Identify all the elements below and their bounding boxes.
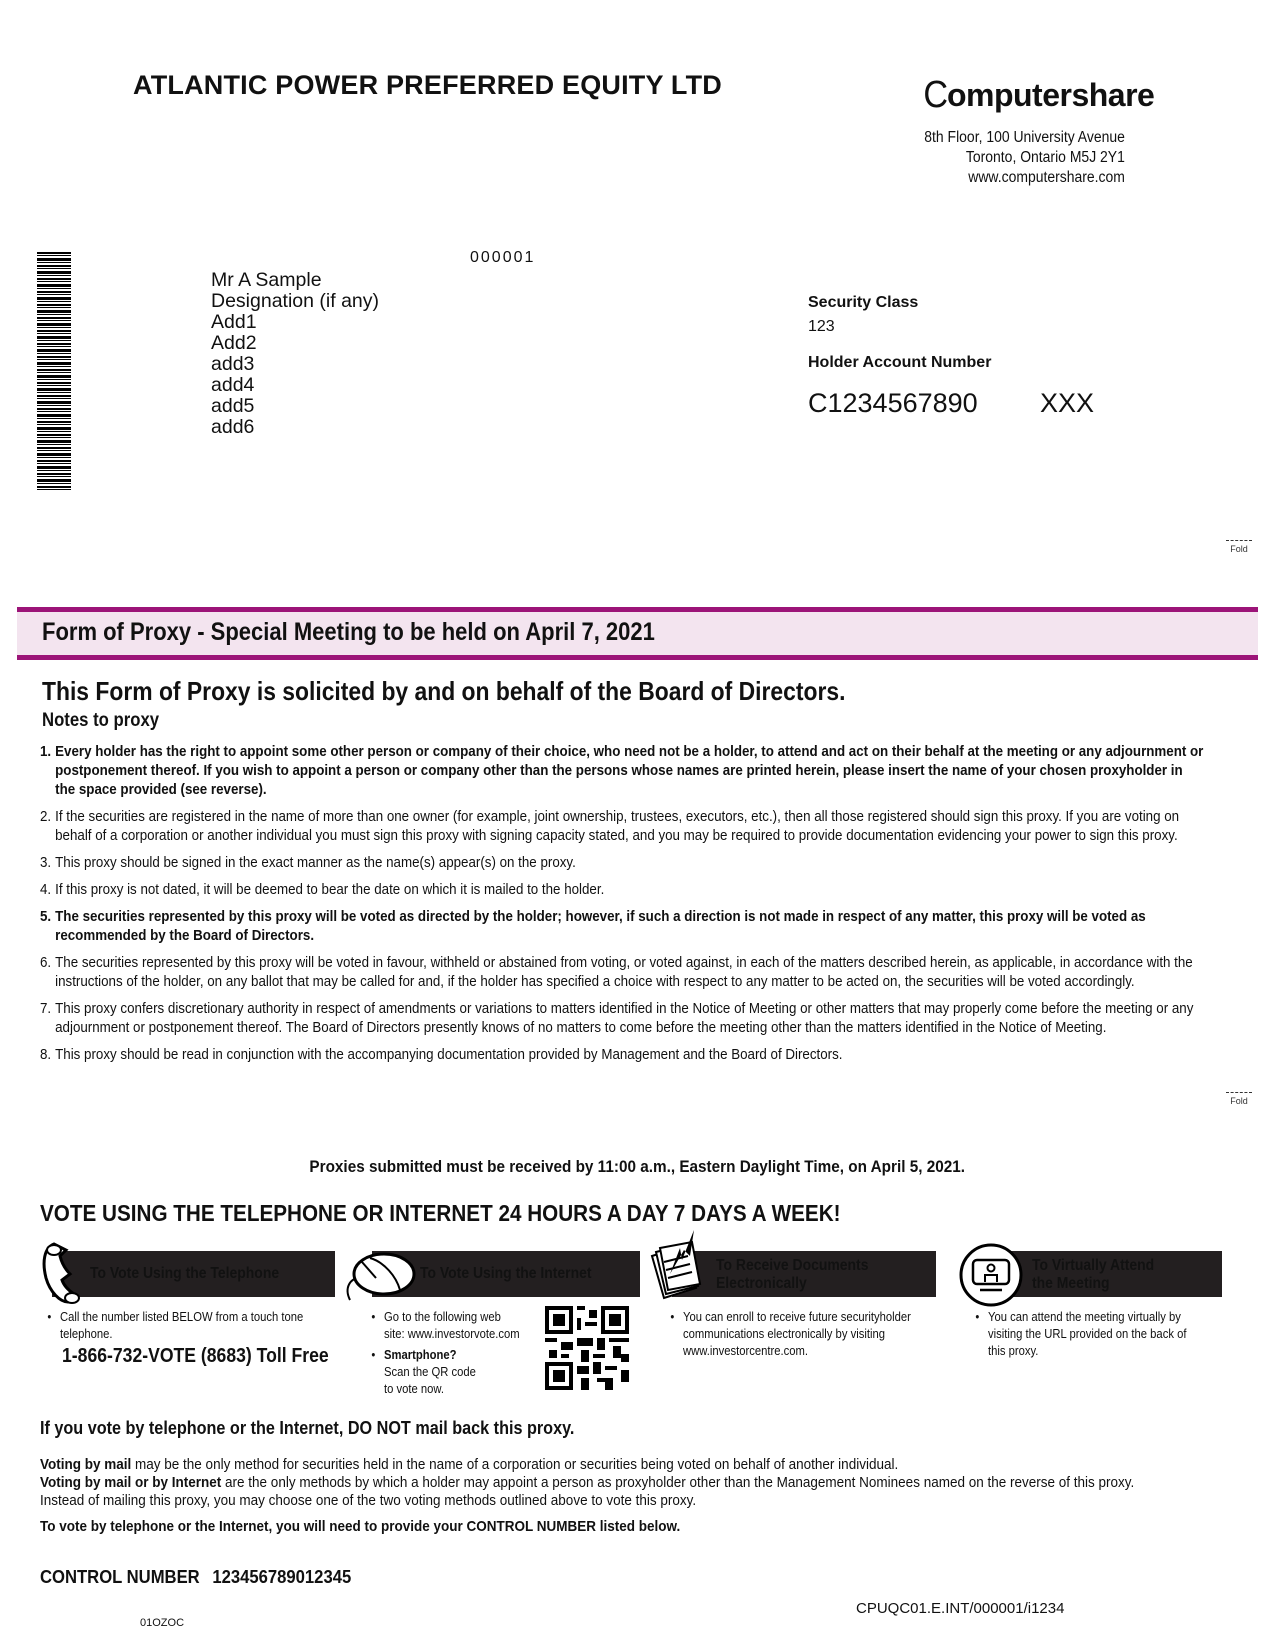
note-item [40, 742, 1206, 799]
control-number-notice: To vote by telephone or the Internet, you will need to provide your CONTROL NUMBER listed below. [40, 1518, 681, 1535]
note-item [40, 853, 1206, 872]
postal-barcode [37, 252, 71, 490]
address-line: add3 [211, 353, 255, 375]
virtual-meeting-icon [958, 1242, 1024, 1308]
note-item [40, 999, 1206, 1037]
telephone-instructions [47, 1309, 312, 1343]
fold-label: Fold [1230, 544, 1248, 554]
note-text: The securities represented by this proxy will be voted in favour, withheld or abstained from voting, or voted against, in each of the matters described herein, as applicable, in accordance with the instructions of the holder, on any ballot that may be called for and, if the holder has specified a choice with respect to any matter to be acted on, the securities will be voted accordingly. [55, 954, 1193, 990]
computershare-logo [922, 74, 1154, 117]
qr-instruction: to vote now. [384, 1382, 445, 1396]
holder-account-suffix: XXX [1040, 388, 1095, 418]
internet-bullet-2 [371, 1347, 537, 1398]
address-line: Add1 [211, 311, 257, 333]
band-rule-bottom [17, 655, 1258, 660]
virtual-instructions [975, 1309, 1204, 1360]
note-item [40, 880, 1206, 899]
qr-instruction: Scan the QR code [384, 1365, 476, 1379]
note-item [40, 807, 1206, 845]
control-number [40, 1566, 351, 1588]
note-text: This proxy confers discretionary authority in respect of amendments or variations to matters identified in the Notice of Meeting or other matters that may properly come before the meeting or any adjournment or postponement thereof. The Board of Directors presently knows of no matters to come before the meeting other than the matters identified in the Notice of Meeting. [55, 1000, 1194, 1036]
mailing-address [211, 270, 379, 438]
note-text: If this proxy is not dated, it will be deemed to bear the date on which it is mailed to the holder. [55, 881, 605, 898]
telephone-box-title: To Vote Using the Telephone [90, 1265, 280, 1282]
note-number: 2. [40, 808, 52, 825]
fold-mark [1226, 540, 1252, 554]
holder-account-number: C1234567890 [808, 388, 978, 418]
bullet: • [670, 1310, 675, 1324]
security-class-value: 123 [808, 318, 835, 335]
solicitation-heading: This Form of Proxy is solicited by and on behalf of the Board of Directors. [42, 676, 846, 706]
voting-heading: VOTE USING THE TELEPHONE OR INTERNET 24 HOURS A DAY 7 DAYS A WEEK! [40, 1200, 841, 1226]
footer-left-code: 01OZOC [140, 1617, 185, 1629]
qr-code[interactable] [545, 1306, 629, 1390]
note-item [40, 1045, 1206, 1064]
documents-bullet-text: You can enroll to receive future securityholder communications electronically by visiting www.investorcentre.com. [683, 1310, 911, 1358]
footer-document-code: CPUQC01.E.INT/000001/i1234 [856, 1600, 1065, 1617]
holder-account-label: Holder Account Number [808, 354, 992, 371]
note-text: If the securities are registered in the name of more than one owner (for example, joint ownership, trustees, executors, etc.), then all those registered should sign this proxy. If you are voting on behalf of a corporation or another individual you must sign this proxy with signing capacity stated, and you may be required to provide documentation evidencing your power to sign this proxy. [55, 808, 1180, 844]
fold-dash [1226, 540, 1252, 543]
note-item [40, 907, 1206, 945]
title-line: Electronically [716, 1275, 807, 1292]
line-text: may be the only method for securities held in the name of a corporation or securities being voted on behalf of another individual. [131, 1456, 899, 1473]
mail-voting-paragraph [40, 1456, 1134, 1510]
virtual-box-title [1032, 1257, 1154, 1293]
internet-bullet-1 [371, 1309, 537, 1343]
bullet: • [371, 1348, 376, 1362]
note-number: 4. [40, 881, 52, 898]
note-number: 6. [40, 954, 52, 971]
fold-label: Fold [1230, 1096, 1248, 1106]
note-text: This proxy should be signed in the exact manner as the name(s) appear(s) on the proxy. [55, 854, 576, 871]
note-number: 8. [40, 1046, 52, 1063]
address-line: Designation (if any) [211, 290, 379, 312]
deadline-text: Proxies submitted must be received by 11:00 a.m., Eastern Daylight Time, on April 5, 2021. [309, 1157, 966, 1176]
telephone-number: 1-866-732-VOTE (8683) Toll Free [62, 1345, 329, 1367]
line-text: are the only methods by which a holder may appoint a person as proxyholder other than the Management Nominees named on the reverse of this proxy. [221, 1474, 1135, 1491]
proxy-deadline [0, 1157, 1275, 1177]
smartphone-label: Smartphone? [384, 1348, 457, 1362]
telephone-bullet-text: Call the number listed BELOW from a touch tone telephone. [60, 1310, 304, 1341]
note-text: This proxy should be read in conjunction with the accompanying documentation provided by Management and the Board of Directors. [55, 1046, 843, 1063]
title-line: the Meeting [1032, 1275, 1110, 1292]
note-text: Every holder has the right to appoint some other person or company of their choice, who need not be a holder, to attend and act on their behalf at the meeting or any adjournment or postponement thereof. If you wish to appoint a person or company other than the persons whose names are printed herein, please insert the name of your chosen proxyholder in the space provided (see reverse). [55, 743, 1204, 798]
virtual-bullet-text: You can attend the meeting virtually by visiting the URL provided on the back of this proxy. [988, 1310, 1187, 1358]
note-text: The securities represented by this proxy will be voted as directed by the holder; however, if such a direction is not made in respect of any matter, this proxy will be voted as recommended by the Board of Directors. [55, 908, 1146, 944]
address-line: 8th Floor, 100 University Avenue [924, 129, 1125, 146]
telephone-icon [40, 1240, 90, 1306]
investorvote-url[interactable]: site: www.investorvote.com [384, 1327, 520, 1341]
internet-instructions [371, 1309, 537, 1398]
address-line: add5 [211, 395, 255, 417]
internet-bullet-text: Go to the following web [384, 1310, 501, 1324]
documents-instructions [670, 1309, 935, 1360]
do-not-mail-notice: If you vote by telephone or the Internet, DO NOT mail back this proxy. [40, 1418, 575, 1438]
address-line: Toronto, Ontario M5J 2Y1 [966, 149, 1125, 166]
logo-text: omputershare [946, 77, 1155, 113]
computer-mouse-icon [344, 1248, 418, 1306]
bold-lead: Voting by mail or by Internet [40, 1474, 222, 1491]
company-name: ATLANTIC POWER PREFERRED EQUITY LTD [133, 70, 723, 100]
note-number: 3. [40, 854, 52, 871]
form-title: Form of Proxy - Special Meeting to be held on April 7, 2021 [42, 618, 655, 646]
address-line: Add2 [211, 332, 257, 354]
address-line: www.computershare.com [968, 169, 1125, 186]
documents-icon [648, 1226, 710, 1304]
control-number-label: CONTROL NUMBER [40, 1566, 200, 1587]
control-number-value: 123456789012345 [212, 1566, 352, 1587]
bold-lead: Voting by mail [40, 1456, 132, 1473]
address-line: add6 [211, 416, 255, 438]
sequence-number: 000001 [470, 249, 536, 266]
mail-line: Instead of mailing this proxy, you may choose one of the two voting methods outlined above to vote this proxy. [40, 1492, 697, 1509]
notes-list [40, 742, 1206, 1072]
bullet: • [47, 1310, 52, 1324]
address-line: Mr A Sample [211, 269, 322, 291]
internet-box-title: To Vote Using the Internet [420, 1265, 592, 1282]
title-line: To Receive Documents [716, 1257, 869, 1274]
note-number: 7. [40, 1000, 52, 1017]
bullet: • [371, 1310, 376, 1324]
note-number: 5. [40, 908, 52, 925]
security-class-label: Security Class [808, 294, 919, 311]
notes-heading: Notes to proxy [42, 710, 160, 731]
fold-dash [1226, 1092, 1252, 1095]
documents-box-title [716, 1257, 868, 1293]
bullet: • [975, 1310, 980, 1324]
mail-line [40, 1474, 1134, 1492]
logo-initial: C [923, 74, 948, 116]
address-line: add4 [211, 374, 255, 396]
title-line: To Virtually Attend [1032, 1257, 1155, 1274]
note-number: 1. [40, 743, 52, 760]
fold-mark [1226, 1092, 1252, 1106]
note-item [40, 953, 1206, 991]
computershare-address [924, 128, 1125, 188]
mail-line [40, 1456, 1134, 1474]
